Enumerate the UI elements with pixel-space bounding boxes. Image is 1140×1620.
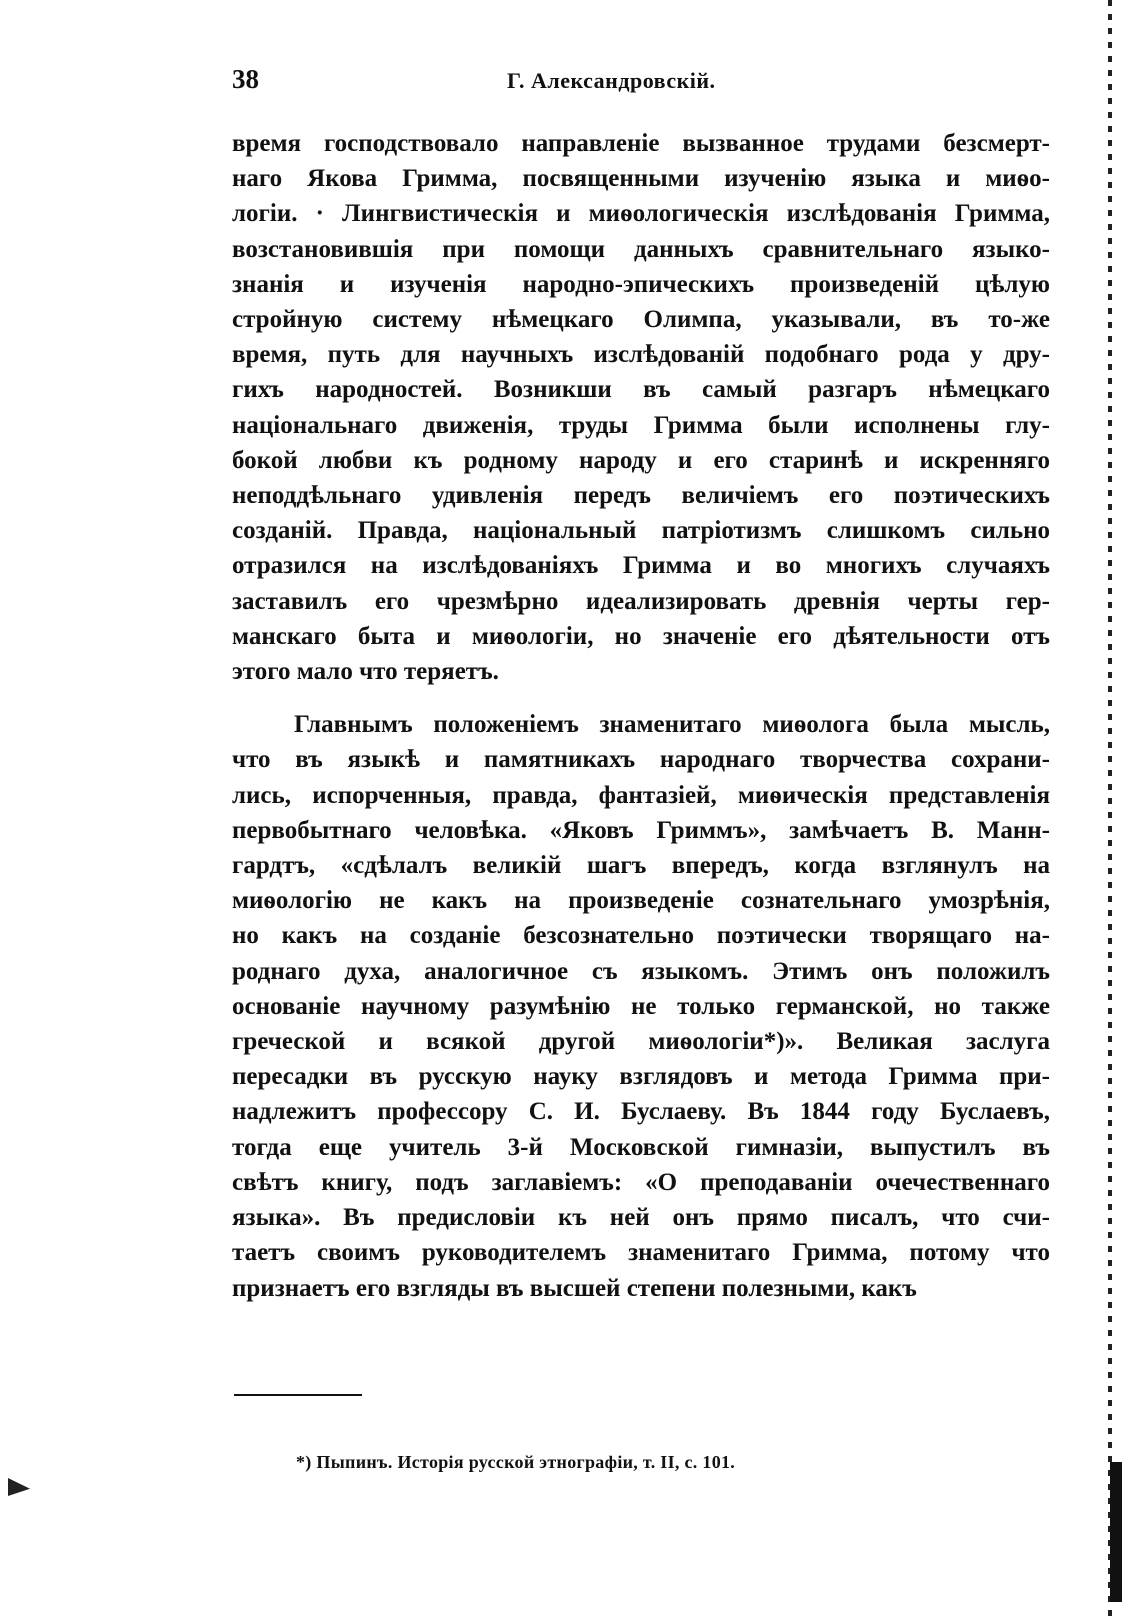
footnote: *) Пыпинъ. Исторія русской этнографіи, т. II, с. 101.	[296, 1452, 736, 1472]
footnote-rule	[234, 1394, 362, 1396]
text-line: манскаго быта и миѳологіи, но значеніе его дѣятельности отъ	[232, 622, 1050, 650]
page-number: 38	[232, 64, 259, 94]
text-line: основаніе научному разумѣнію не только германской, но также	[232, 992, 1050, 1020]
running-head: Г. Александровскій.	[507, 68, 716, 93]
scan-edge-block	[1110, 1462, 1122, 1602]
text-line: свѣтъ книгу, подъ заглавіемъ: «О преподаваніи очечественнаго	[232, 1168, 1050, 1196]
text-line: созданій. Правда, національный патріотизмъ слишкомъ сильно	[232, 517, 1050, 545]
text-line: гардтъ, «сдѣлалъ великій шагъ впередъ, когда взглянулъ на	[232, 852, 1050, 880]
text-line: греческой и всякой другой миѳологіи*)». Великая заслуга	[232, 1028, 1050, 1056]
text-line: время, путь для научныхъ изслѣдованій подобнаго рода у дру-	[232, 341, 1050, 369]
text-line: логіи. · Лингвистическія и миѳологическія изслѣдованія Гримма,	[232, 200, 1050, 228]
text-line: тогда еще учитель 3-й Московской гимназіи, выпустилъ въ	[232, 1133, 1050, 1161]
text-line: этого мало что теряетъ.	[232, 658, 499, 686]
text-line: отразился на изслѣдованіяхъ Гримма и во многихъ случаяхъ	[232, 552, 1050, 580]
text-line: таетъ своимъ руководителемъ знаменитаго Гримма, потому что	[232, 1239, 1050, 1267]
text-line: первобытнаго человѣка. «Яковъ Гриммъ», замѣчаетъ В. Манн-	[232, 816, 1050, 844]
text-line: время господствовало направленіе вызванное трудами безсмерт-	[232, 130, 1050, 157]
text-line: признаетъ его взгляды въ высшей степени полезными, какъ	[232, 1274, 917, 1302]
text-line: но какъ на созданіе безсознательно поэтически творящаго на-	[232, 922, 1050, 950]
text-line: заставилъ его чрезмѣрно идеализировать древнія черты гер-	[232, 587, 1050, 615]
text-line: Главнымъ положеніемъ знаменитаго миѳолога была мысль,	[294, 711, 1050, 739]
text-line: стройную систему нѣмецкаго Олимпа, указывали, въ то-же	[232, 306, 1050, 334]
text-line: языка». Въ предисловіи къ ней онъ прямо писалъ, что счи-	[232, 1204, 1050, 1232]
text-line: неподдѣльнаго удивленія передъ величіемъ его поэтическихъ	[232, 482, 1050, 510]
text-line: миѳологію не какъ на произведеніе сознательнаго умозрѣнія,	[232, 887, 1050, 915]
text-line: пересадки въ русскую науку взглядовъ и метода Гримма при-	[232, 1063, 1050, 1091]
paragraph-2	[232, 707, 1050, 1305]
text-line: роднаго духа, аналогичное съ языкомъ. Этимъ онъ положилъ	[232, 957, 1050, 985]
text-line: знанія и изученія народно-эпическихъ произведеній цѣлую	[232, 270, 1050, 298]
scan-mark	[8, 1478, 30, 1496]
text-line: бокой любви къ родному народу и его старинѣ и искренняго	[232, 446, 1050, 474]
scan-edge	[1108, 0, 1112, 1620]
body-text	[232, 126, 1050, 1306]
text-line: надлежитъ профессору С. И. Буслаеву. Въ 1844 году Буслаевъ,	[232, 1098, 1050, 1126]
paragraph-1	[232, 126, 1050, 689]
text-line: что въ языкѣ и памятникахъ народнаго творчества сохрани-	[232, 746, 1050, 774]
text-line: лись, испорченныя, правда, фантазіей, миѳическія представленія	[232, 781, 1050, 809]
text-line: національнаго движенія, труды Гримма были исполнены глу-	[232, 411, 1050, 439]
page-header	[232, 64, 1042, 100]
text-line: гихъ народностей. Возникши въ самый разгаръ нѣмецкаго	[232, 376, 1050, 404]
text-line: наго Якова Гримма, посвященными изученію языка и миѳо-	[232, 165, 1050, 193]
text-line: возстановившія при помощи данныхъ сравнительнаго языко-	[232, 235, 1050, 263]
